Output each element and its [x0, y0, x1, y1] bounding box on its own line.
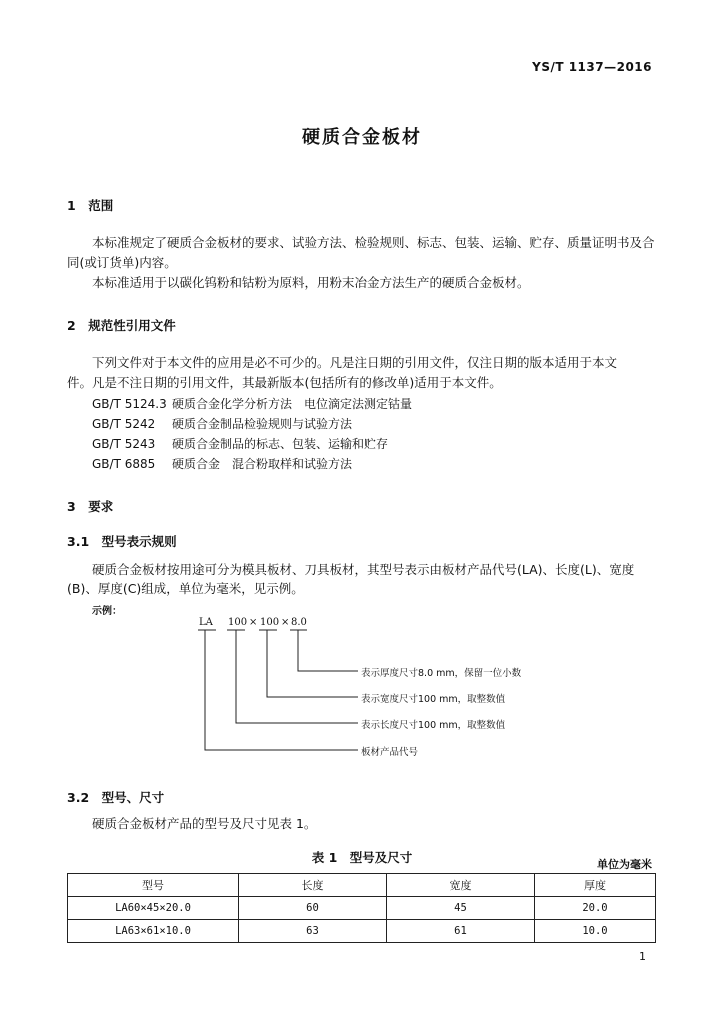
- section-1-paragraph-1-line-1: 本标准规定了硬质合金板材的要求、试验方法、检验规则、标志、包装、运输、贮存、质量证明书及合: [92, 235, 655, 250]
- section-1-paragraph-2: 本标准适用于以碳化钨粉和钴粉为原料，用粉末冶金方法生产的硬质合金板材。: [92, 275, 530, 290]
- example-label: 示例：: [92, 606, 122, 617]
- reference-code: GB/T 5242: [92, 417, 156, 431]
- cell-length: 63: [239, 920, 387, 943]
- column-header-length: 长度: [239, 874, 387, 897]
- table-row: [68, 920, 656, 943]
- annotation-thickness: 表示厚度尺寸8.0 mm，保留一位小数: [361, 668, 522, 679]
- reference-title: 硬质合金 混合粉取样和试验方法: [172, 457, 353, 471]
- cell-thickness: 20.0: [535, 897, 656, 920]
- reference-code: GB/T 5243: [92, 437, 156, 451]
- column-header-model: 型号: [68, 874, 239, 897]
- example-thickness: 8.0: [291, 617, 307, 628]
- cell-width: 45: [387, 897, 535, 920]
- column-header-thickness: 厚度: [535, 874, 656, 897]
- section-3-1-paragraph-line-1: 硬质合金板材按用途可分为模具板材、刀具板材，其型号表示由板材产品代号(LA)、长度(L)、宽度: [92, 562, 635, 577]
- section-2-paragraph-line-2: 件。凡是不注日期的引用文件，其最新版本(包括所有的修改单)适用于本文件。: [67, 375, 502, 390]
- section-2-heading: 2 规范性引用文件: [67, 318, 176, 333]
- table-row: [68, 897, 656, 920]
- section-3-heading: 3 要求: [67, 499, 114, 514]
- cell-model: LA60×45×20.0: [68, 897, 239, 920]
- cell-length: 60: [239, 897, 387, 920]
- page-number: 1: [639, 950, 646, 963]
- reference-code: GB/T 6885: [92, 457, 156, 471]
- example-code: LA: [199, 617, 213, 628]
- example-length: 100: [228, 617, 248, 628]
- section-3-1-heading: 3.1 型号表示规则: [67, 534, 177, 549]
- section-1-heading: 1 范围: [67, 198, 114, 213]
- reference-code: GB/T 5124.3: [92, 397, 167, 411]
- table-title: 表 1 型号及尺寸: [311, 850, 413, 865]
- table-header-row: [68, 874, 656, 897]
- annotation-width: 表示宽度尺寸100 mm，取整数值: [361, 694, 506, 705]
- table-unit: 单位为毫米: [597, 858, 652, 871]
- annotation-length: 表示长度尺寸100 mm，取整数值: [361, 720, 506, 731]
- example-sep-2: ×: [281, 617, 290, 628]
- cell-thickness: 10.0: [535, 920, 656, 943]
- example-sep-1: ×: [249, 617, 258, 628]
- annotation-code: 板材产品代号: [361, 747, 419, 758]
- standard-code: YS/T 1137—2016: [532, 60, 652, 74]
- document-title: 硬质合金板材: [302, 127, 422, 148]
- dimensions-table: [67, 873, 656, 943]
- reference-title: 硬质合金制品的标志、包装、运输和贮存: [172, 437, 389, 451]
- reference-title: 硬质合金制品检验规则与试验方法: [172, 417, 353, 431]
- section-3-1-paragraph-line-2: (B)、厚度(C)组成，单位为毫米，见示例。: [67, 581, 304, 596]
- column-header-width: 宽度: [387, 874, 535, 897]
- section-3-2-paragraph: 硬质合金板材产品的型号及尺寸见表 1。: [92, 816, 317, 831]
- section-2-paragraph-line-1: 下列文件对于本文件的应用是必不可少的。凡是注日期的引用文件，仅注日期的版本适用于本文: [92, 355, 618, 370]
- cell-width: 61: [387, 920, 535, 943]
- section-3-2-heading: 3.2 型号、尺寸: [67, 790, 165, 805]
- reference-title: 硬质合金化学分析方法 电位滴定法测定钴量: [172, 397, 413, 411]
- section-1-paragraph-1-line-2: 同(或订货单)内容。: [67, 255, 177, 270]
- example-width: 100: [260, 617, 280, 628]
- cell-model: LA63×61×10.0: [68, 920, 239, 943]
